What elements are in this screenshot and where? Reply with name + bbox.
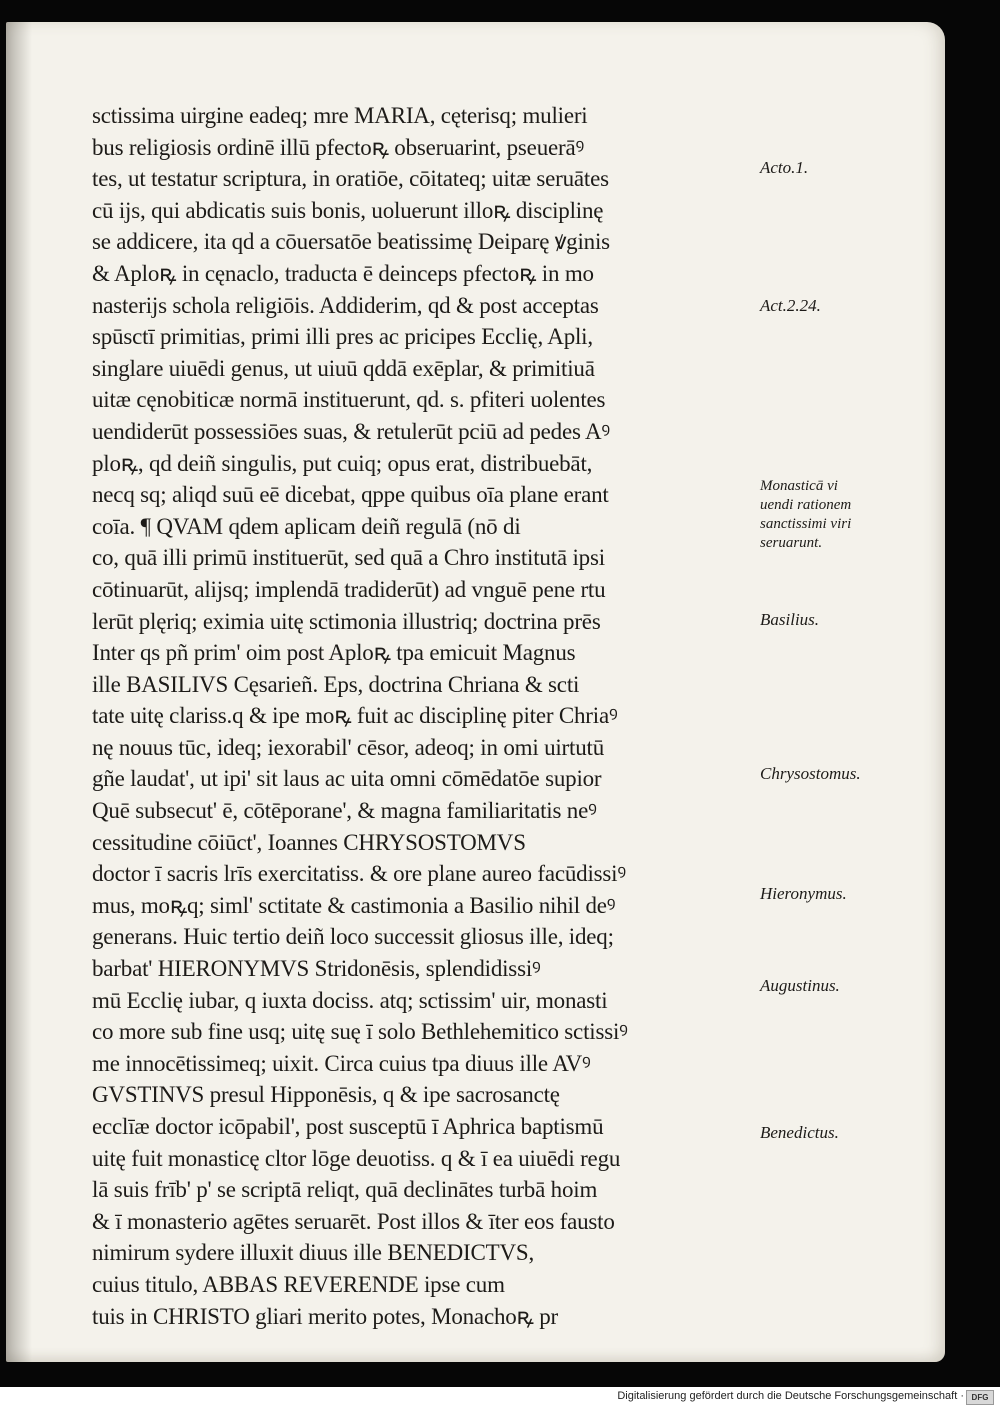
text-line: ille BASILIVS Cęsarieñ. Eps, doctrina Chriana & scti	[92, 671, 580, 697]
text-line: nimirum sydere illuxit diuus ille BENEDICTVS,	[92, 1240, 535, 1266]
margin-note-basilius: Basilius.	[760, 610, 820, 629]
text-line: co, quā illi primū instituerūt, sed quā a Chro institutā ipsi	[92, 545, 605, 571]
text-line: Inter qs pñ prim' oim post Aploꝶ tpa emicuit Magnus	[92, 640, 576, 666]
text-line: sctissima uirgine eadeq; mre MARIA, cęterisq; mulieri	[92, 103, 588, 128]
margin-note-benedictus: Benedictus.	[760, 1123, 839, 1142]
text-line: tate uitę clariss.q & ipe moꝶ fuit ac disciplinę piter Chriaꝰ	[92, 703, 618, 729]
margin-note-line: sanctissimi viri	[760, 516, 852, 532]
text-line: singlare uiuēdi genus, ut uiuū qddā exēplar, & primitiuā	[92, 355, 595, 381]
book-page	[6, 22, 945, 1362]
text-line: necq sq; aliqd suū eē dicebat, qppe quibus oīa plane erant	[92, 482, 609, 508]
text-line: bus religiosis ordinē illū pfectoꝶ obseruarint, pseuerāꝰ	[92, 134, 585, 160]
text-line: gñe laudat', ut ipi' sit laus ac uita omni cōmēdatōe supior	[92, 766, 602, 792]
text-line: mus, moꝶq; siml' sctitate & castimonia a Basilio nihil deꝰ	[92, 892, 616, 918]
text-line: GVSTINVS presul Hipponēsis, q & ipe sacrosanctę	[92, 1082, 560, 1108]
margin-notes	[6, 22, 945, 1362]
margin-note-line: Monasticā vi	[760, 478, 838, 494]
text-line: doctor ī sacris lrīs exercitatiss. & ore plane aureo facūdissiꝰ	[92, 861, 626, 887]
margin-note-act2: Act.2.24.	[760, 296, 821, 315]
text-line: lerūt plęriq; eximia uitę sctimonia illustriq; doctrina prēs	[92, 608, 601, 634]
funding-credit: Digitalisierung gefördert durch die Deutsche Forschungsgemeinschaft ·	[617, 1390, 964, 1402]
text-line: & ī monasterio agētes seruarēt. Post illos & īter eos fausto	[92, 1208, 615, 1234]
margin-note-line: uendi rationem	[760, 497, 852, 513]
text-line: generans. Huic tertio deiñ loco successit gliosus ille, ideq;	[92, 924, 614, 950]
text-line: & Aploꝶ in cęnaclo, traducta ē deinceps pfectoꝶ in mo	[92, 260, 594, 286]
text-line: coīa. ¶ QVAM qdem aplicam deiñ regulā (nō di	[92, 513, 521, 539]
text-line: uitæ cęnobiticæ normā instituerunt, qd. s. pfiteri uolentes	[92, 387, 606, 413]
text-line: nę nouus tūc, ideq; iexorabil' cēsor, adeoq; in omi uirtutū	[92, 734, 605, 760]
margin-note-acto1: Acto.1.	[760, 158, 809, 177]
text-line: uitę fuit monasticę cltor lōge deuotiss. q & ī ea uiuēdi regu	[92, 1145, 621, 1171]
margin-note-chrysostomus: Chrysostomus.	[760, 764, 861, 783]
text-line: se addicere, ita qd a cōuersatōe beatissimę Deiparę ꝟginis	[92, 229, 610, 255]
text-line: cessitudine cōiūct', Ioannes CHRYSOSTOMVS	[92, 829, 526, 855]
text-line: cū ijs, qui abdicatis suis bonis, uoluerunt illoꝶ disciplinę	[92, 197, 604, 223]
text-line: Quē subsecut' ē, cōtēporane', & magna familiaritatis neꝰ	[92, 798, 597, 824]
text-line: cuius titulo, ABBAS REVERENDE ipse cum	[92, 1271, 505, 1297]
text-line: barbat' HIERONYMVS Stridonēsis, splendidissiꝰ	[92, 956, 541, 982]
text-line: spūsctī primitias, primi illi pres ac pricipes Ecclię, Apli,	[92, 324, 593, 350]
text-line: tes, ut testatur scriptura, in oratiōe, cōitateq; uitæ seruātes	[92, 166, 609, 192]
text-line: me innocētissimeq; uixit. Circa cuius tpa diuus ille AVꝰ	[92, 1050, 591, 1076]
text-line: cōtinuarūt, alijsq; implendā tradiderūt) ad vnguē pene rtu	[92, 576, 606, 602]
text-line: nasterijs schola religiōis. Addiderim, qd & post acceptas	[92, 292, 599, 318]
margin-note-hieronymus: Hieronymus.	[760, 884, 847, 903]
dfg-logo-icon: DFG	[966, 1390, 994, 1405]
margin-note-augustinus: Augustinus.	[760, 976, 840, 995]
text-line: ecclīæ doctor icōpabil', post susceptū ī Aphrica baptismū	[92, 1114, 604, 1139]
text-line: mū Ecclię iubar, q iuxta dociss. atq; sctissim' uir, monasti	[92, 987, 608, 1013]
text-line: co more sub fine usq; uitę suę ī solo Bethlehemitico sctissiꝰ	[92, 1019, 628, 1045]
text-line: ploꝶ, qd deiñ singulis, put cuiq; opus erat, distribuebāt,	[92, 450, 593, 476]
text-line: tuis in CHRISTO gliari merito potes, Monachoꝶ pr	[92, 1303, 559, 1329]
margin-note-line: seruarunt.	[760, 535, 823, 551]
text-line: lā suis frīb' p' se scriptā reliqt, quā declinātes turbā hoim	[92, 1177, 598, 1203]
margin-note-monastica	[760, 477, 940, 553]
text-line: uendiderūt possessiōes suas, & retulerūt pciū ad pedes Aꝰ	[92, 418, 610, 444]
footer-bar	[0, 1387, 1000, 1407]
